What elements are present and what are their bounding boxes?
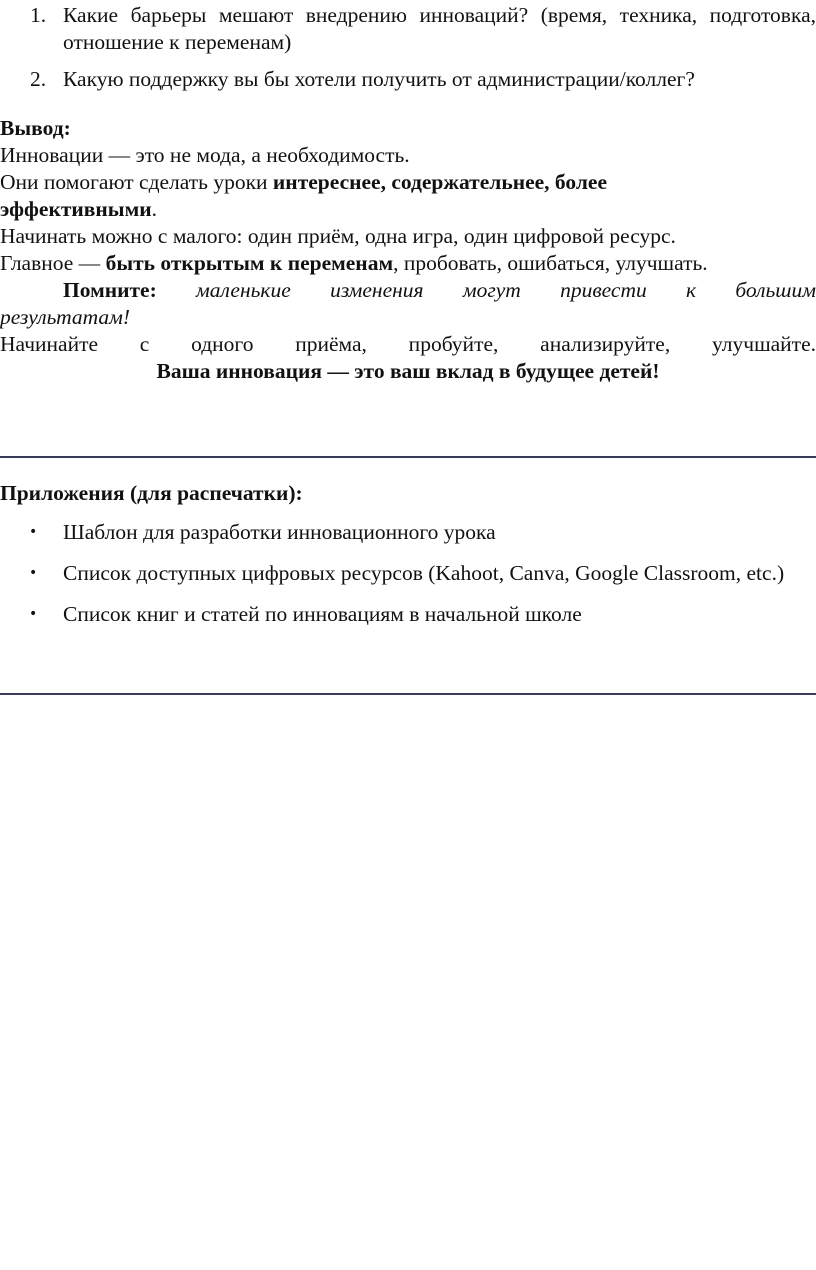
question-text: Какие барьеры мешают внедрению инноваций? (время, техника, подготовка, отношение к переменам) [63,3,816,54]
conclusion-section [0,115,816,385]
appendix-item-text: Список книг и статей по инновациям в начальной школе [63,602,582,626]
list-number: 2. [30,67,47,91]
remember-text: маленькие изменения могут привести к большим [196,278,816,302]
final-statement: Ваша инновация — это ваш вклад в будущее детей! [156,359,660,383]
remember-text: результатам! [0,305,131,329]
remember-line [0,277,816,304]
conclusion-line: эффективными. [0,197,157,221]
list-item [0,2,816,56]
list-item [0,519,816,546]
conclusion-line: Начинайте с одного приёма, пробуйте, анализируйте, улучшайте. [0,332,816,356]
appendix-item-text: Шаблон для разработки инновационного урока [63,520,496,544]
list-item [0,560,816,587]
bullet-icon: • [29,565,38,581]
bullet-icon: • [29,524,38,540]
emphasis-text: быть открытым к переменам [105,251,394,275]
emphasis-text: эффективными [0,197,152,221]
bullet-icon: • [29,606,38,622]
conclusion-line: Инновации — это не мода, а необходимость. [0,143,410,167]
appendix-title: Приложения (для распечатки): [0,481,303,505]
emphasis-text: интереснее, содержательнее, более [272,170,608,194]
remember-label: Помните: [63,278,157,302]
list-item [0,66,816,93]
conclusion-line: Главное — быть открытым к переменам, пробовать, ошибаться, улучшать. [0,251,708,275]
divider [0,456,816,458]
question-text: Какую поддержку вы бы хотели получить от администрации/коллег? [63,67,695,91]
conclusion-line: Начинать можно с малого: один приём, одна игра, один цифровой ресурс. [0,224,676,248]
conclusion-line: Они помогают сделать уроки интереснее, содержательнее, более [0,170,608,194]
conclusion-title: Вывод: [0,116,71,140]
list-item [0,601,816,628]
appendix-item-text: Список доступных цифровых ресурсов (Kahoot, Canva, Google Classroom, etc.) [63,561,785,585]
appendix-list [0,519,816,642]
question-list [0,2,816,103]
list-number: 1. [30,3,47,27]
divider [0,693,816,695]
